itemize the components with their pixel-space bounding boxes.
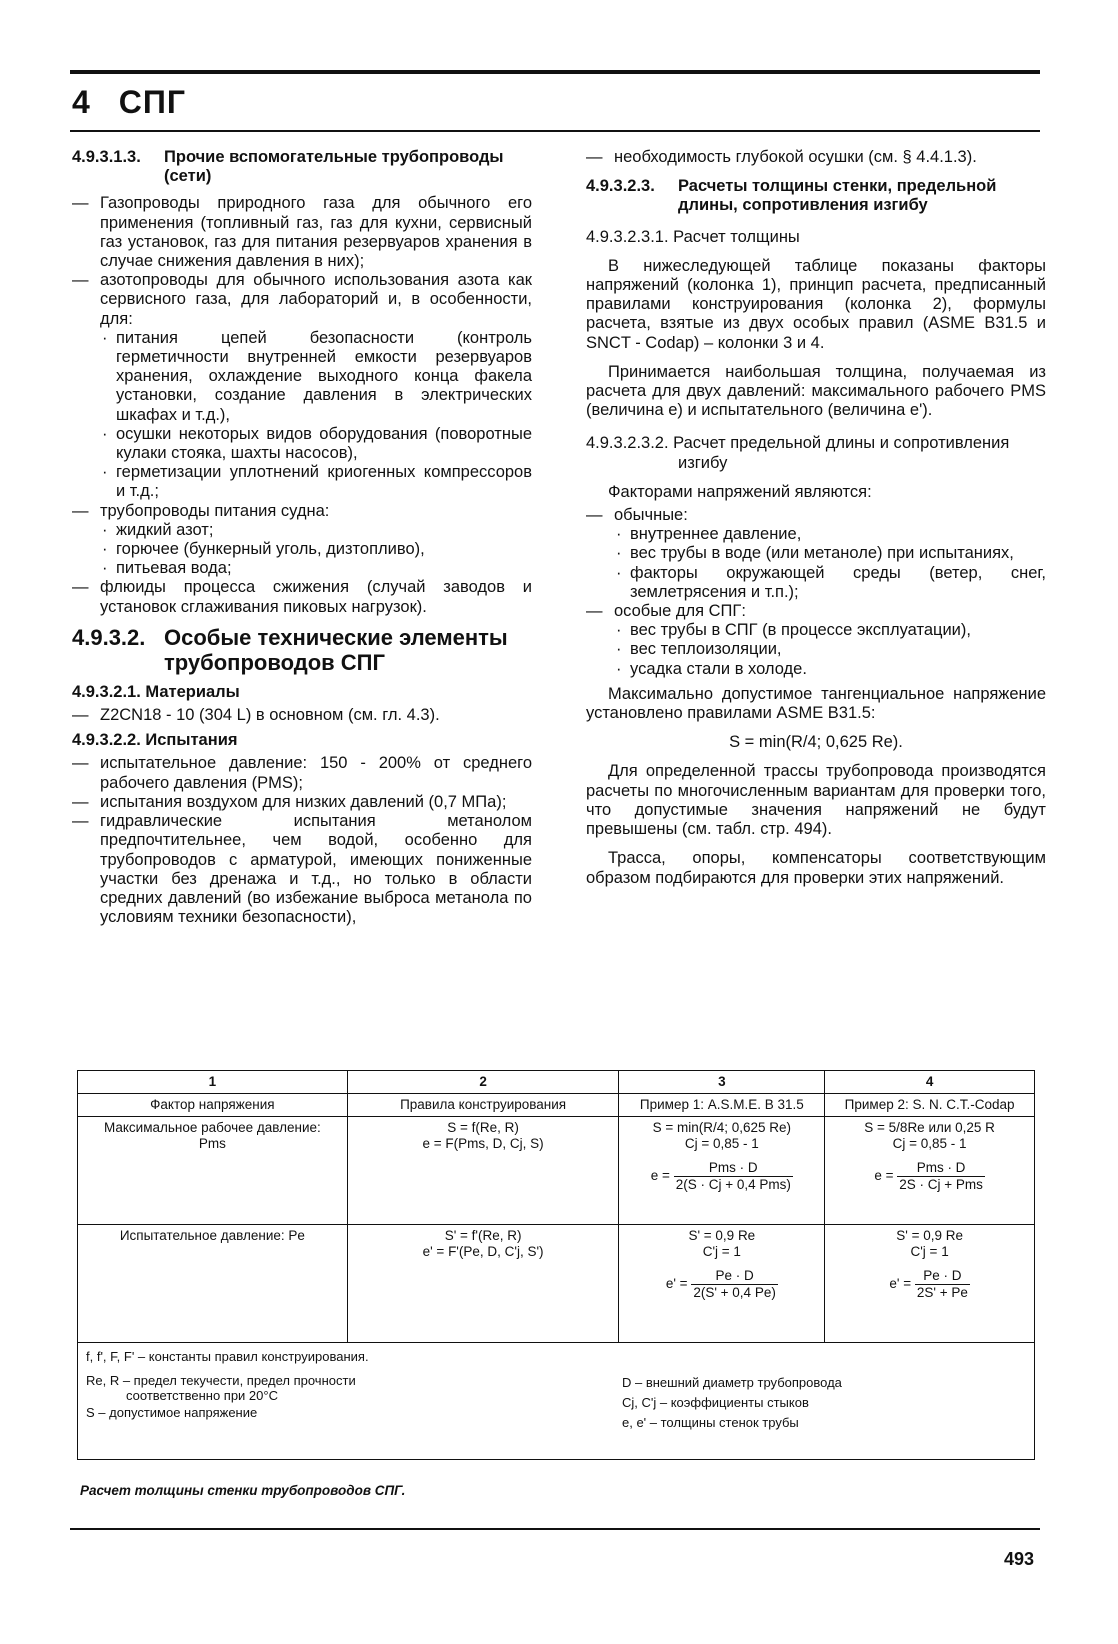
bullet-item: · вес трубы в воде (или метаноле) при испытаниях, <box>586 544 1046 563</box>
table-header-cell: Пример 2: S. N. C.T.-Codap <box>825 1094 1035 1117</box>
table-row <box>78 1071 1035 1094</box>
fraction-formula <box>829 1160 1030 1193</box>
list-item: — испытательное давление: 150 - 200% от среднего рабочего давления (PMS); <box>72 754 532 792</box>
subsection-heading: 4.9.3.2.3.2. Расчет предельной длины и сопротивления изгибу <box>586 434 1010 472</box>
formula-lhs: e = <box>874 1168 894 1184</box>
table-header-cell: Фактор напряжения <box>78 1094 348 1117</box>
bullet-item: · горючее (бункерный уголь, дизтопливо), <box>72 540 532 559</box>
note-line: Re, R – предел текучести, предел прочности <box>86 1373 356 1388</box>
list-item: — азотопроводы для обычного использования азота как сервисного газа, для лабораторий и, в особенности, для: <box>72 271 532 329</box>
factor-symbol: Pms <box>198 1136 226 1151</box>
table-col-number: 1 <box>78 1071 348 1094</box>
section-title: Расчеты толщины стенки, предельной длины, сопротивления изгибу <box>678 177 997 215</box>
note-line: f, f', F, F' – константы правил конструирования. <box>86 1349 369 1364</box>
section-heading <box>586 177 1046 215</box>
table-cell <box>825 1225 1035 1343</box>
header-top-rule <box>70 70 1040 74</box>
formula-line: Cj = 0,85 - 1 <box>684 1136 759 1151</box>
bullet-item: · факторы окружающей среды (ветер, снег, землетрясения и т.п.); <box>586 564 1046 602</box>
fraction-numerator: Pms · D <box>674 1160 793 1177</box>
left-column <box>72 148 532 927</box>
table-caption: Расчет толщины стенки трубопроводов СПГ. <box>80 1483 406 1498</box>
bullet-item: · осушки некоторых видов оборудования (поворотные кулаки стояка, шахты насосов), <box>72 425 532 463</box>
list-item: — флюиды процесса сжижения (случай заводов и установок сглаживания пиковых нагрузок). <box>72 578 532 616</box>
footer-rule <box>70 1528 1040 1530</box>
paragraph: Трасса, опоры, компенсаторы соответствующим образом подбираются для проверки этих напряжений. <box>586 849 1046 887</box>
note-line: Cj, C'j – коэффициенты стыков <box>622 1395 809 1410</box>
chapter-number: 4 <box>72 84 91 120</box>
list-item: — испытания воздухом для низких давлений (0,7 МПа); <box>72 793 532 812</box>
formula-lhs: e = <box>650 1168 670 1184</box>
section-heading-large <box>72 625 532 675</box>
subsection-heading: 4.9.3.2.3.1. Расчет толщины <box>586 227 800 246</box>
bullet-item: · герметизации уплотнений криогенных компрессоров и т.д.; <box>72 463 532 501</box>
table-cell <box>347 1117 619 1225</box>
formula-lhs: e' = <box>889 1276 912 1292</box>
chapter-header <box>72 84 186 121</box>
bullet-item: · питьевая вода; <box>72 559 532 578</box>
list-item: — особые для СПГ: <box>586 602 1046 621</box>
list-item: — Газопроводы природного газа для обычного его применения (топливный газ, газ для кухни, сервисный газ установок, газ для питания резервуаров хранения в случае снижения давления в них); <box>72 194 532 271</box>
fraction-denominator: 2(S · Cj + 0,4 Pms) <box>675 1177 791 1192</box>
formula-line: Cj = 0,85 - 1 <box>892 1136 967 1151</box>
fraction-numerator: Pe · D <box>915 1268 970 1285</box>
fraction-formula <box>623 1268 820 1301</box>
table-header-cell: Правила конструирования <box>347 1094 619 1117</box>
factor-label: Испытательное давление: Pe <box>119 1228 305 1243</box>
table-row <box>78 1117 1035 1225</box>
formula-line: e = F(Pms, D, Cj, S) <box>422 1136 544 1151</box>
right-column <box>586 148 1046 888</box>
paragraph: Принимается наибольшая толщина, получаемая из расчета для двух давлений: максимального рабочего PMS (величина e) и испытательного (величина e'). <box>586 362 1046 420</box>
formula-lhs: e' = <box>665 1276 688 1292</box>
list-item: — необходимость глубокой осушки (см. § 4.4.1.3). <box>586 148 1046 167</box>
subsection-heading: 4.9.3.2.2. Испытания <box>72 731 238 750</box>
table-row <box>78 1225 1035 1343</box>
section-title: Особые технические элементы трубопроводов СПГ <box>164 624 508 675</box>
bullet-item: · усадка стали в холоде. <box>586 660 1046 679</box>
formula-line: S = f(Re, R) <box>447 1120 519 1135</box>
formula: S = min(R/4; 0,625 Re). <box>729 733 903 752</box>
bullet-item: · вес теплоизоляции, <box>586 640 1046 659</box>
bullet-item: · вес трубы в СПГ (в процессе эксплуатации), <box>586 621 1046 640</box>
table-notes <box>78 1343 1035 1460</box>
header-bottom-rule <box>70 130 1040 132</box>
formula-line: S' = 0,9 Re <box>896 1228 963 1243</box>
list-item: — гидравлические испытания метанолом предпочтительнее, чем водой, особенно для трубопроводов с арматурой, имеющих пониженные участки без дренажа и т.д., но только в области средних давлений (во избежание выброса метанола по условиям техники безопасности), <box>72 812 532 927</box>
formula-line: e' = F'(Pe, D, C'j, S') <box>422 1244 544 1259</box>
fraction-numerator: Pms · D <box>897 1160 985 1177</box>
paragraph: В нижеследующей таблице показаны факторы напряжений (колонка 1), принцип расчета, предписанный правилами конструирования (колонка 2), формулы расчета, взятые из двух особых правил (ASME B31.5 и SNCT - Codap) – колонки 3 и 4. <box>586 256 1046 352</box>
bullet-item: · жидкий азот; <box>72 521 532 540</box>
table-col-number: 2 <box>347 1071 619 1094</box>
section-number: 4.9.3.2.3. <box>586 177 655 196</box>
chapter-title: СПГ <box>118 84 187 120</box>
section-number: 4.9.3.1.3. <box>72 148 141 166</box>
note-line: S – допустимое напряжение <box>86 1405 258 1420</box>
section-title: Прочие вспомогательные трубопроводы (сети) <box>164 148 504 186</box>
paragraph: Для определенной трассы трубопровода производятся расчеты по многочисленным вариантам для проверки того, что допустимые значения напряжений не будут превышены (см. табл. стр. 494). <box>586 762 1046 839</box>
paragraph: Максимально допустимое тангенциальное напряжение установлено правилами ASME B31.5: <box>586 684 1046 723</box>
section-number: 4.9.3.2. <box>72 624 146 650</box>
formula-line: C'j = 1 <box>702 1244 741 1259</box>
table-cell <box>619 1225 825 1343</box>
fraction-formula <box>623 1160 820 1193</box>
table-cell <box>619 1117 825 1225</box>
subsection-heading: 4.9.3.2.1. Материалы <box>72 682 240 701</box>
calculation-table <box>77 1070 1035 1460</box>
fraction-denominator: 2(S' + 0,4 Pe) <box>693 1285 776 1300</box>
list-item: — Z2CN18 - 10 (304 L) в основном (см. гл. 4.3). <box>72 706 532 725</box>
table-row <box>78 1094 1035 1117</box>
fraction-formula <box>829 1268 1030 1301</box>
note-line: соответственно при 20°С <box>126 1388 278 1403</box>
table-col-number: 3 <box>619 1071 825 1094</box>
formula-line: S = min(R/4; 0,625 Re) <box>652 1120 792 1135</box>
list-item: — трубопроводы питания судна: <box>72 502 532 521</box>
table-header-cell: Пример 1: A.S.M.E. B 31.5 <box>619 1094 825 1117</box>
table-row <box>78 1343 1035 1460</box>
bullet-item: · питания цепей безопасности (контроль герметичности внутренней емкости резервуаров хранения, охлаждение выходного конца факела установки, создание давления в электрических шкафах и т.д.), <box>72 329 532 425</box>
fraction-numerator: Pe · D <box>691 1268 778 1285</box>
section-heading <box>72 148 532 186</box>
table-cell <box>347 1225 619 1343</box>
note-line: D – внешний диаметр трубопровода <box>622 1375 842 1390</box>
formula-line: S = 5/8Re или 0,25 R <box>864 1120 995 1135</box>
fraction-denominator: 2S · Cj + Pms <box>899 1177 983 1192</box>
list-item: — обычные: <box>586 506 1046 525</box>
formula-line: S' = 0,9 Re <box>688 1228 756 1243</box>
table-cell <box>825 1117 1035 1225</box>
formula-line: S' = f'(Re, R) <box>444 1228 522 1243</box>
formula-line: C'j = 1 <box>910 1244 949 1259</box>
bullet-item: · внутреннее давление, <box>586 525 1046 544</box>
table-col-number: 4 <box>825 1071 1035 1094</box>
factor-label: Максимальное рабочее давление: <box>103 1120 321 1135</box>
note-line: e, e' – толщины стенок трубы <box>622 1415 799 1430</box>
table-cell <box>78 1225 348 1343</box>
page-number: 493 <box>1003 1549 1034 1569</box>
table-cell <box>78 1117 348 1225</box>
fraction-denominator: 2S' + Pe <box>916 1285 968 1300</box>
paragraph: Факторами напряжений являются: <box>608 482 872 501</box>
